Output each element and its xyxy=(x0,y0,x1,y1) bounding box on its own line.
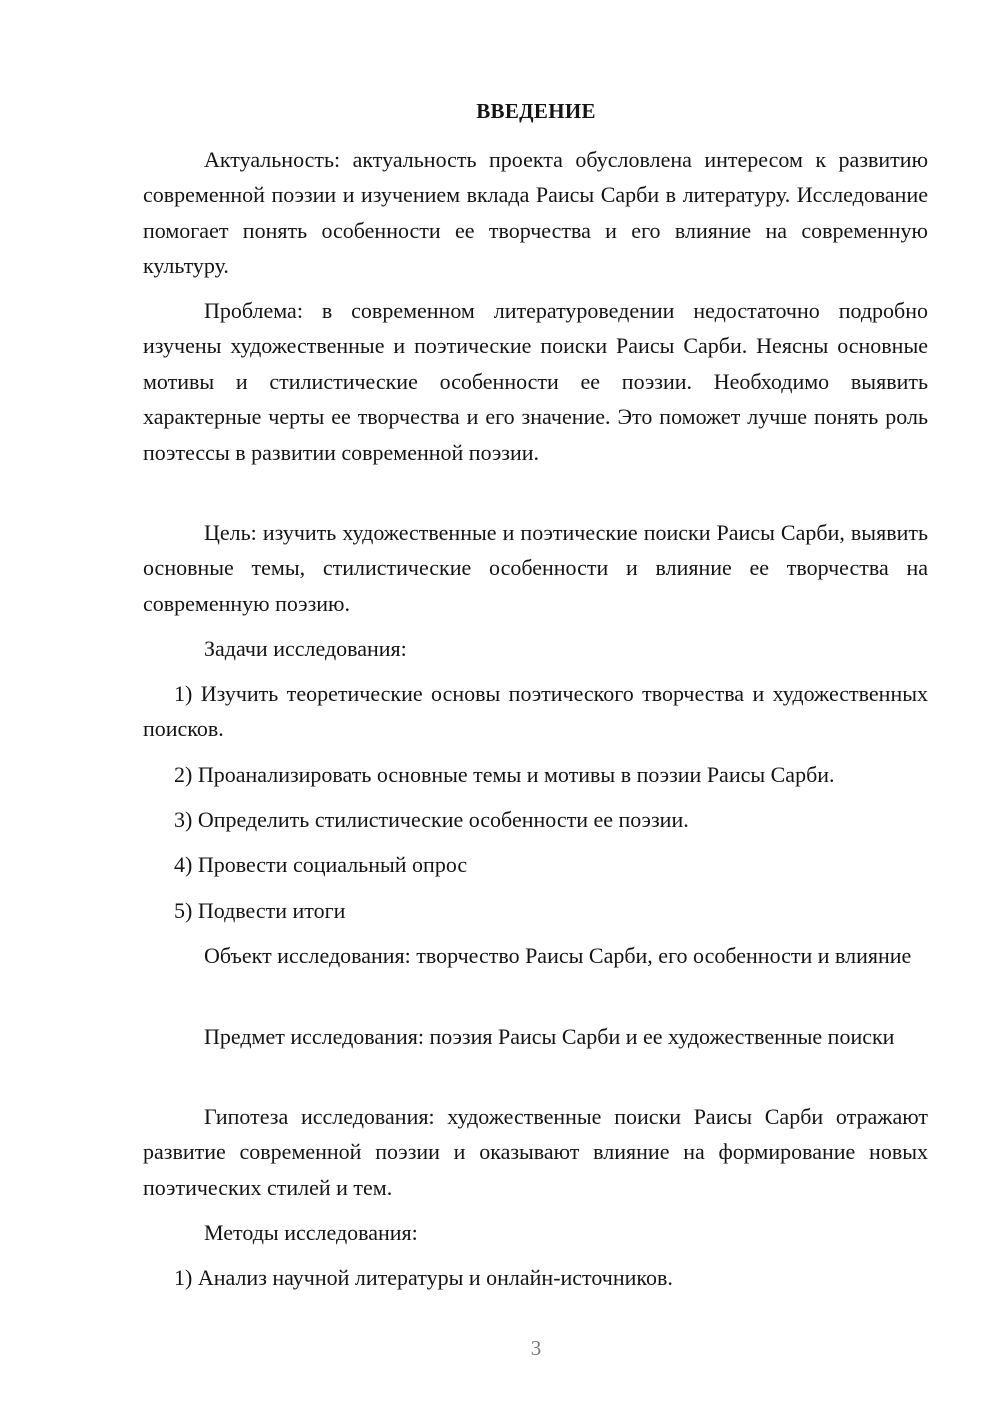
section-title: ВВЕДЕНИЕ xyxy=(476,99,596,123)
paragraph-relevance: Актуальность: актуальность проекта обусловлена интересом к развитию современной поэзии и изучением вклада Раисы Сарби в литературу. Исследование помогает понять особенности ее творчества и его влияние на современную культуру. xyxy=(143,147,928,279)
tasks-heading: Задачи исследования: xyxy=(204,636,407,661)
task-item-4: 4) Провести социальный опрос xyxy=(174,852,468,877)
method-item-1: 1) Анализ научной литературы и онлайн-источников. xyxy=(174,1265,673,1290)
task-item-5: 5) Подвести итоги xyxy=(174,898,346,923)
paragraph-goal: Цель: изучить художественные и поэтические поиски Раисы Сарби, выявить основные темы, стилистические особенности и влияние ее творчества на современную поэзию. xyxy=(143,520,928,616)
methods-heading: Методы исследования: xyxy=(204,1220,418,1245)
paragraph-hypothesis: Гипотеза исследования: художественные поиски Раисы Сарби отражают развитие современной поэзии и оказывают влияние на формирование новых поэтических стилей и тем. xyxy=(143,1104,928,1200)
paragraph-object: Объект исследования: творчество Раисы Сарби, его особенности и влияние xyxy=(204,943,912,968)
task-item-3: 3) Определить стилистические особенности ее поэзии. xyxy=(174,807,689,832)
task-item-2: 2) Проанализировать основные темы и мотивы в поэзии Раисы Сарби. xyxy=(174,762,835,787)
paragraph-problem: Проблема: в современном литературоведении недостаточно подробно изучены художественные и поэтические поиски Раисы Сарби. Неясны основные мотивы и стилистические особенности ее поэзии. Необходимо выявить характерные черты ее творчества и его значение. Это поможет лучше понять роль поэтессы в развитии современной поэзии. xyxy=(143,298,928,465)
task-item-1: 1) Изучить теоретические основы поэтического творчества и художественных поисков. xyxy=(143,681,928,742)
paragraph-subject: Предмет исследования: поэзия Раисы Сарби и ее художественные поиски xyxy=(204,1024,895,1049)
page-number: 3 xyxy=(530,1336,542,1360)
